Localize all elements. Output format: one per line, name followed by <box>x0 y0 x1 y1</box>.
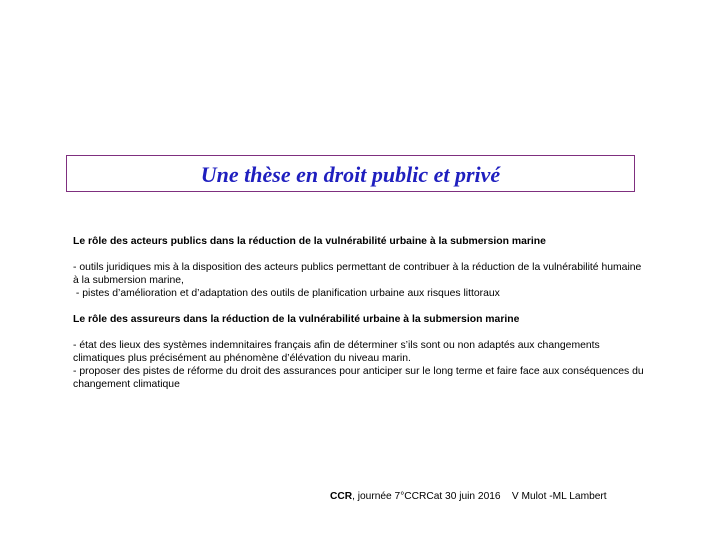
slide-footer <box>330 491 607 502</box>
section1-heading: Le rôle des acteurs publics dans la réduction de la vulnérabilité urbaine à la submersion marine <box>73 236 546 247</box>
slide-title: Une thèse en droit public et privé <box>200 161 501 187</box>
slide-content <box>73 235 648 391</box>
title-box <box>66 155 635 192</box>
section1-item-2: - pistes d’amélioration et d’adaptation des outils de planification urbaine aux risques littoraux <box>73 288 500 299</box>
footer-text: , journée 7°CCRCat 30 juin 2016 V Mulot -ML Lambert <box>352 491 607 502</box>
section1-item-1: - outils juridiques mis à la disposition des acteurs publics permettant de contribuer à la réduction de la vulnérabilité humaine à la submersion marine, <box>73 262 642 286</box>
section2-item-2: - proposer des pistes de réforme du droit des assurances pour anticiper sur le long terme et faire face aux conséquences du changement climatique <box>73 366 644 390</box>
section2-item-1: - état des lieux des systèmes indemnitaires français afin de déterminer s’ils sont ou non adaptés aux changements climatiques plus précisément au phénomène d’élévation du niveau marin. <box>73 340 600 364</box>
section2-heading: Le rôle des assureurs dans la réduction de la vulnérabilité urbaine à la submersion marine <box>73 314 520 325</box>
footer-org: CCR <box>330 491 353 502</box>
spacer <box>73 326 648 339</box>
spacer <box>73 300 648 313</box>
spacer <box>73 248 648 261</box>
